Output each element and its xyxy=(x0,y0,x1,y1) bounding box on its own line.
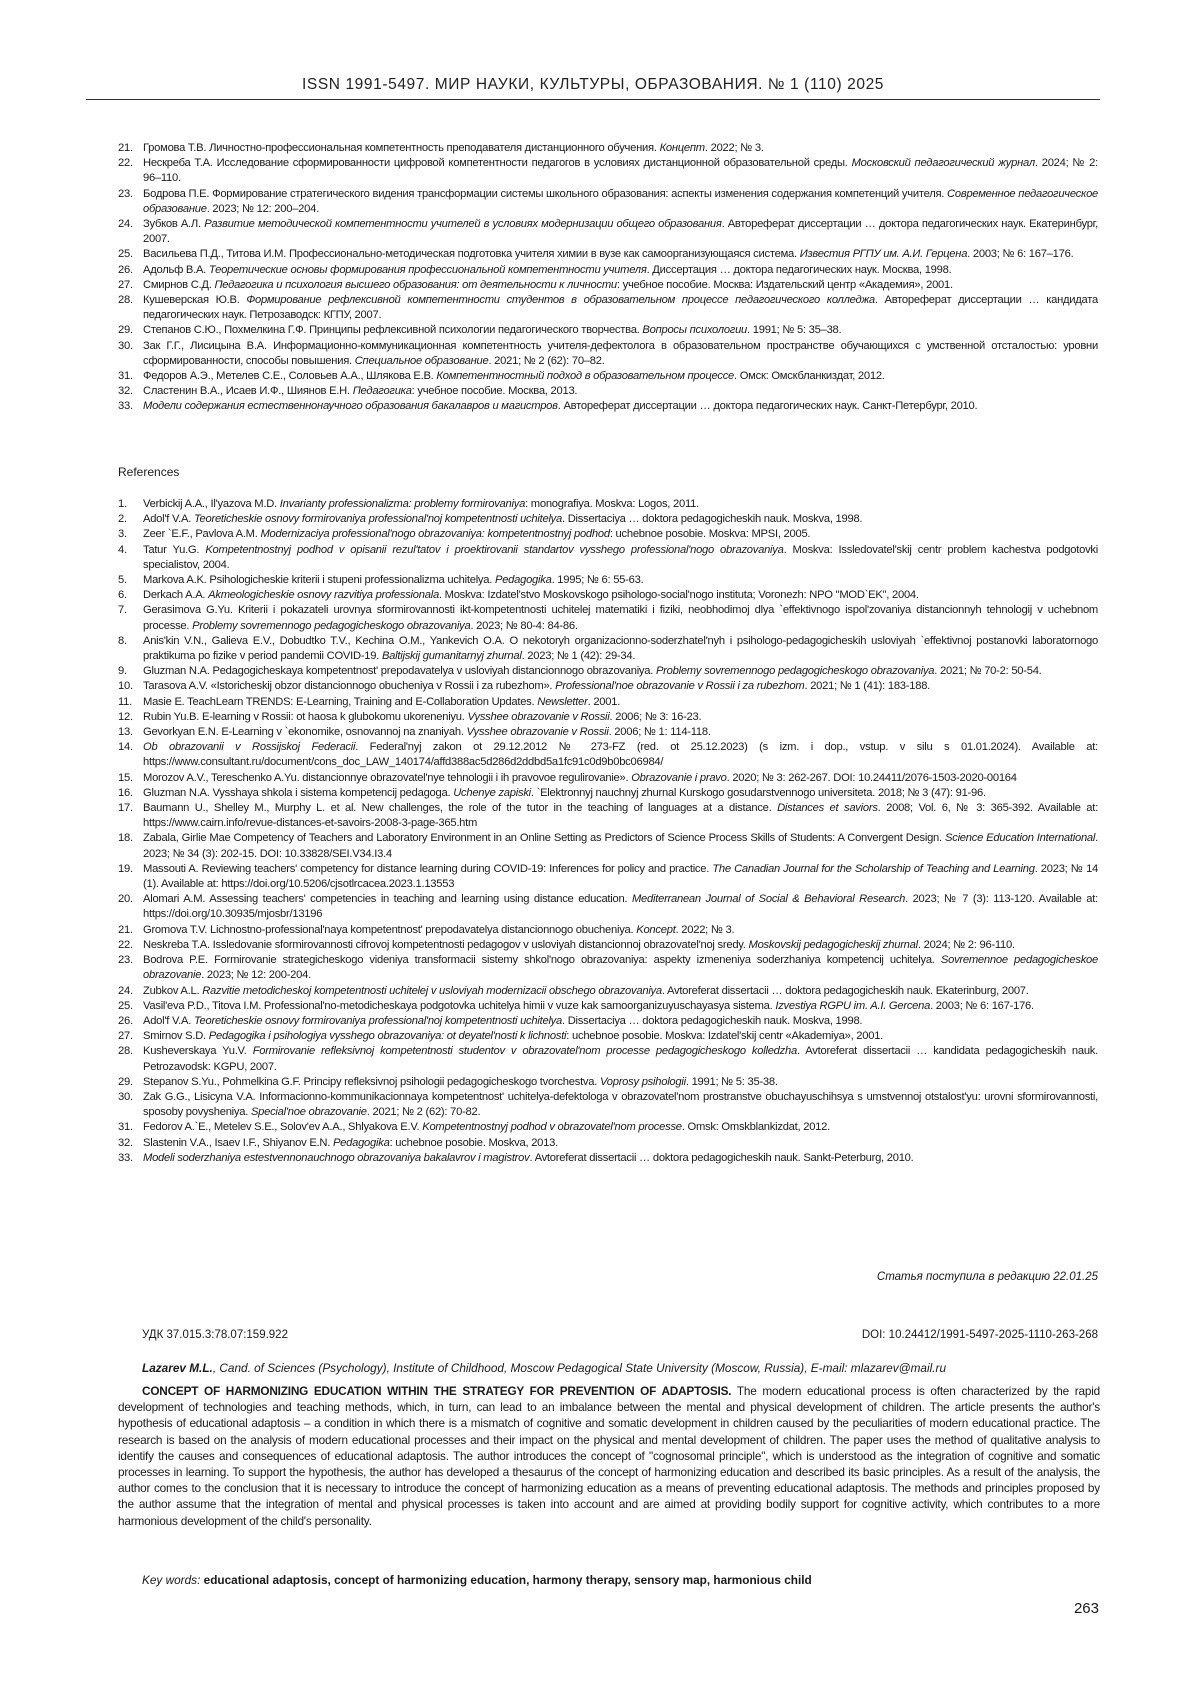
reference-number: 7. xyxy=(118,604,127,617)
reference-source: Koncept xyxy=(636,923,676,936)
reference-text: Gluzman N.A. Pedagogicheskaya kompetentnost' prepodavatelya v usloviyah distancionnogo obrazovaniya. xyxy=(143,665,656,678)
reference-number: 9. xyxy=(118,665,127,678)
reference-item xyxy=(118,527,1098,542)
reference-source: Teoreticheskie osnovy formirovaniya professional'noj kompetentnosti uchitelya xyxy=(193,1014,562,1027)
reference-item xyxy=(118,1029,1098,1044)
reference-number: 33. xyxy=(118,400,133,413)
reference-text: Rubin Yu.B. E-learning v Rossii: ot haosa k glubokomu ukoreneniyu. xyxy=(143,710,468,723)
reference-number: 32. xyxy=(118,385,133,398)
reference-text: Gerasimova G.Yu. Kriterii i pokazateli urovnya sformirovannosti ikt-kompetentnosti uchitelej matematiki i fiziki, neobhodimoj dlya `effektivnogo ispol'zovaniya distancionnyh tehnologij v uchebnom processe. xyxy=(143,604,1098,632)
reference-item xyxy=(118,278,1098,293)
reference-source: Теоретические основы формирования профессиональной компетентности учителя xyxy=(208,263,647,276)
reference-item xyxy=(118,801,1098,831)
reference-text: . 2024; № 2: 96–110. xyxy=(143,157,1099,185)
reference-number: 28. xyxy=(118,1045,133,1058)
reference-item xyxy=(118,512,1098,527)
reference-item xyxy=(118,1136,1098,1151)
reference-item xyxy=(118,247,1098,262)
reference-number: 2. xyxy=(118,513,127,526)
reference-text: . 2020; № 3: 262-267. DOI: 10.24411/2076-1503-2020-00164 xyxy=(726,771,1017,784)
reference-source: Modeli soderzhaniya estestvennonauchnogo obrazovaniya bakalavrov i magistrov xyxy=(143,1151,530,1164)
reference-number: 23. xyxy=(118,187,133,200)
reference-item xyxy=(118,999,1098,1014)
reference-item xyxy=(118,497,1098,512)
reference-text: Bodrova P.E. Formirovanie strategicheskogo videniya transformacii sistemy shkol'nogo obrazovaniya: aspekty izmeneniya soderzhaniya kompetencij uchitelya. xyxy=(143,954,941,967)
reference-text: Васильева П.Д., Титова И.М. Профессионально-методическая подготовка учителя химии в вузе как самоорганизующаяся система. xyxy=(143,248,800,261)
reference-source: Problemy sovremennogo pedagogicheskogo obrazovaniya xyxy=(192,619,471,632)
reference-number: 21. xyxy=(118,923,133,936)
reference-text: Masie E. TeachLearn TRENDS: E-Learning, Training and E-Collaboration Updates. xyxy=(143,695,538,708)
reference-number: 18. xyxy=(118,832,133,845)
page-number: 263 xyxy=(1073,1600,1099,1617)
reference-source: Специальное образование xyxy=(354,354,489,367)
reference-number: 27. xyxy=(118,278,133,291)
reference-source: Развитие методической компетентности учителей в условиях модернизации общего образования xyxy=(204,218,722,231)
reference-text: Адольф В.А. xyxy=(143,263,209,276)
reference-source: Известия РГПУ им. А.И. Герцена xyxy=(799,248,968,261)
reference-item xyxy=(118,710,1098,725)
reference-text: . Avtoreferat dissertacii … kandidata pedagogicheskih nauk. Petrozavodsk: KGPU, 2007. xyxy=(143,1045,1098,1073)
reference-source: Akmeologicheskie osnovy razvitiya professionala xyxy=(208,589,439,602)
reference-item xyxy=(118,588,1098,603)
reference-text: . Avtoreferat dissertacii … doktora pedagogicheskih nauk. Sankt-Peterburg, 2010. xyxy=(529,1151,914,1164)
author-line xyxy=(142,1361,1100,1375)
reference-number: 13. xyxy=(118,726,133,739)
reference-source: Формирование рефлексивной компетентности студентов в образовательном процессе педагогического колледжа xyxy=(246,294,875,307)
reference-number: 30. xyxy=(118,1090,133,1103)
reference-number: 20. xyxy=(118,893,133,906)
reference-source: Teoreticheskie osnovy formirovaniya professional'noj kompetentnosti uchitelya xyxy=(193,513,562,526)
reference-number: 24. xyxy=(118,218,133,231)
reference-text: Gevorkyan E.N. E-Learning v `ekonomike, osnovannoj na znaniyah. xyxy=(143,726,467,739)
reference-item xyxy=(118,786,1098,801)
reference-text: Slastenin V.A., Isaev I.F., Shiyanov E.N. xyxy=(143,1136,333,1149)
reference-text: Massouti A. Reviewing teachers' competency for distance learning during COVID-19: Inferences for policy and practice. xyxy=(143,862,713,875)
reference-source: Baltijskij gumanitarnyj zhurnal xyxy=(381,650,522,663)
reference-item xyxy=(118,892,1098,922)
reference-item xyxy=(118,1014,1098,1029)
reference-text: . Dissertaciya … doktora pedagogicheskih nauk. Moskva, 1998. xyxy=(562,1014,863,1027)
reference-number: 1. xyxy=(118,498,127,510)
reference-text: : uchebnoe posobie. Moskva: Izdatel'skij centr «Akademiya», 2001. xyxy=(566,1030,884,1043)
reference-source: Педагогика и психология высшего образования: от деятельности к личности xyxy=(214,278,617,291)
keywords-label: Key words: xyxy=(142,1573,201,1587)
keywords-value: educational adaptosis, concept of harmonizing education, harmony therapy, sensory map, harmonious child xyxy=(200,1573,812,1587)
reference-text: . 2006; № 1: 114-118. xyxy=(608,726,711,739)
reference-item xyxy=(118,263,1098,278)
reference-number: 25. xyxy=(118,248,133,261)
reference-source: The Canadian Journal for the Scholarship of Teaching and Learning xyxy=(712,862,1035,875)
reference-item xyxy=(118,740,1098,770)
reference-text: Morozov A.V., Tereschenko A.Yu. distancionnye obrazovatel'nye tehnologii i ih pravovoe regulirovanie». xyxy=(143,771,632,784)
reference-source: Vysshee obrazovanie v Rossii xyxy=(466,726,609,739)
reference-number: 31. xyxy=(118,1121,133,1134)
reference-text: Кушеверская Ю.В. xyxy=(143,294,247,307)
reference-item xyxy=(118,369,1098,384)
reference-number: 27. xyxy=(118,1030,133,1043)
reference-source: Kompetentnostnyj podhod v opisanii rezul'tatov i proektirovanii standartov vysshego professional'nogo obrazovaniya xyxy=(205,543,784,556)
reference-item xyxy=(118,695,1098,710)
reference-text: Сластенин В.А., Исаев И.Ф., Шиянов Е.Н. xyxy=(143,385,353,398)
reference-text: Бодрова П.Е. Формирование стратегического видения трансформации системы школьного образования: аспекты изменения содержания компетенций учителя. xyxy=(143,187,948,200)
reference-source: Вопросы психологии xyxy=(642,324,748,337)
reference-number: 31. xyxy=(118,370,133,383)
reference-number: 17. xyxy=(118,802,133,815)
reference-text: . Federal'nyj zakon ot 29.12.2012 № 273-FZ (red. ot 25.12.2023) (s izm. i dop., vstup. v silu s 01.01.2024). Available at: https://www.consultant.ru/document/cons_doc_LAW_140174/affd388ac5d286d2ddbd5a1fc91c0d9b0bc06984/ xyxy=(143,741,1098,769)
reference-text: . 2021; № 2 (62): 70–82. xyxy=(488,354,605,367)
reference-number: 30. xyxy=(118,339,133,352)
reference-text: . 2022; № 3. xyxy=(704,142,764,154)
reference-source: Sovremennoe pedagogicheskoe obrazovanie xyxy=(143,954,1098,982)
reference-text: Смирнов С.Д. xyxy=(143,278,215,291)
reference-text: Tatur Yu.G. xyxy=(143,543,206,556)
reference-number: 5. xyxy=(118,574,127,587)
reference-item xyxy=(118,323,1098,338)
udk-code: УДК 37.015.3:78.07:159.922 xyxy=(142,1329,288,1341)
reference-item xyxy=(118,217,1098,247)
reference-source: Mediterranean Journal of Social & Behavioral Research xyxy=(631,893,906,906)
reference-item xyxy=(118,1044,1098,1074)
reference-text: . 1991; № 5: 35–38. xyxy=(747,324,842,337)
reference-text: : uchebnoe posobie. Moskva, 2013. xyxy=(389,1136,558,1149)
reference-source: Pedagogika xyxy=(332,1136,390,1149)
reference-item xyxy=(118,339,1098,369)
reference-number: 3. xyxy=(118,528,127,541)
reference-text: . 2022; № 3. xyxy=(675,923,735,936)
reference-source: Uchenye zapiski xyxy=(453,786,531,799)
reference-text: . Moskva: Issledovatel'skij centr problem kachestva podgotovki specialistov, 2004. xyxy=(143,543,1098,571)
reference-number: 25. xyxy=(118,999,133,1012)
reference-text: . 2024; № 2: 96-110. xyxy=(917,938,1015,951)
reference-text: Федоров А.Э., Метелев С.Е., Соловьев А.А., Шлякова Е.В. xyxy=(143,370,437,383)
english-reference-list xyxy=(118,497,1098,1166)
reference-number: 22. xyxy=(118,938,133,951)
reference-number: 8. xyxy=(118,634,127,647)
reference-text: . `Elektronnyj nauchnyj zhurnal Kurskogo gosudarstvennogo universiteta. 2018; № 3 (47): 91-96. xyxy=(530,786,986,799)
reference-text: . 2021; № 1 (41): 183-188. xyxy=(804,680,931,693)
reference-text: . 2023; № 14 (1). Available at: https://doi.org/10.5206/cjsotlrcacea.2023.1.13553 xyxy=(143,862,1099,891)
reference-source: Formirovanie refleksivnoj kompetentnosti studentov v obrazovatel'nom processe pedagogicheskogo kolledzha xyxy=(252,1045,797,1058)
reference-text: : monografiya. Moskva: Logos, 2011. xyxy=(525,498,699,510)
reference-text: . Автореферат диссертации … кандидата педагогических наук. Петрозаводск: КГПУ, 2007. xyxy=(143,294,1098,322)
reference-text: . 2003; № 6: 167–176. xyxy=(967,248,1074,261)
reference-number: 22. xyxy=(118,157,133,170)
reference-text: Zeer `E.F., Pavlova A.M. xyxy=(143,528,261,541)
reference-text: Adol'f V.A. xyxy=(143,513,194,526)
reference-text: Neskreba T.A. Issledovanie sformirovannosti cifrovoj kompetentnosti pedagogov v usloviyah distancionnoj obrazovatel'noj sredy. xyxy=(143,938,749,951)
reference-item xyxy=(118,725,1098,740)
reference-source: Moskovskij pedagogicheskij zhurnal xyxy=(748,938,918,951)
reference-source: Ob obrazovanii v Rossijskoj Federacii xyxy=(143,741,356,754)
reference-number: 19. xyxy=(118,862,133,875)
reference-text: Anis'kin V.N., Galieva E.V., Dobudtko T.V., Kechina O.M., Yankevich O.A. O nekotoryh organizacionno-soderzhatel'nyh i psihologo-pedagogicheskih usloviyah `effektivnoj postanovki laboratornogo praktikuma po fizike v period pandemii COVID-19. xyxy=(143,634,1098,663)
reference-number: 26. xyxy=(118,263,133,276)
reference-item xyxy=(118,156,1098,186)
reference-number: 6. xyxy=(118,589,127,602)
reference-text: . Автореферат диссертации … доктора педагогических наук. Екатеринбург, 2007. xyxy=(143,218,1098,246)
reference-text: . Omsk: Omskblankizdat, 2012. xyxy=(681,1121,830,1134)
reference-text: : uchebnoe posobie. Moskva: MPSI, 2005. xyxy=(609,528,811,541)
reference-text: Stepanov S.Yu., Pohmelkina G.F. Principy refleksivnoj psihologii pedagogicheskogo tvorchestva. xyxy=(143,1075,600,1088)
reference-item xyxy=(118,984,1098,999)
reference-text: . 2021; № 70-2: 50-54. xyxy=(934,665,1042,678)
reference-text: . 2021; № 2 (62): 70-82. xyxy=(366,1106,481,1119)
reference-source: Компетентностный подход в образовательном процессе xyxy=(436,370,735,383)
author-name: Lazarev M.L. xyxy=(142,1361,213,1375)
reference-item xyxy=(118,1151,1098,1166)
reference-text: . 2006; № 3: 16-23. xyxy=(609,710,702,723)
reference-text: . 2003; № 6: 167-176. xyxy=(930,999,1034,1012)
reference-item xyxy=(118,1120,1098,1135)
reference-item xyxy=(118,603,1098,633)
reference-text: . 1991; № 5: 35-38. xyxy=(685,1075,778,1088)
reference-text: Markova A.K. Psihologicheskie kriterii i stupeni professionalizma uchitelya. xyxy=(143,574,495,587)
reference-text: : учебное пособие. Москва, 2013. xyxy=(411,385,578,398)
reference-source: Московский педагогический журнал xyxy=(851,157,1035,170)
reference-source: Kompetentnostnyj podhod v obrazovatel'nom processe xyxy=(422,1121,682,1134)
reference-text: . Moskva: Izdatel'stvo Moskovskogo psihologo-social'nogo instituta; Voronezh: NPO "MOD`EK", 2004. xyxy=(438,589,919,602)
reference-item xyxy=(118,953,1098,983)
reference-text: Зак Г.Г., Лисицына В.А. Информационно-коммуникационная компетентность учителя-дефектолога в образовательном пространстве обучающихся с умственной отсталостью: уровни сформированности, способы повышения. xyxy=(143,339,1098,367)
reference-source: Razvitie metodicheskoj kompetentnosti uchitelej v usloviyah modernizacii obschego obrazovaniya xyxy=(202,984,662,997)
reference-number: 23. xyxy=(118,954,133,967)
abstract xyxy=(118,1383,1100,1529)
reference-text: Зубков А.Л. xyxy=(143,218,205,231)
abstract-text: The modern educational process is often characterized by the rapid development of technologies and teaching methods, which, in turn, can lead to an imbalance between the mental and physical development of children. The article presents the author's hypothesis of educational adaptosis – a condition in which there is a mismatch of cognitive and somatic development in children caused by the peculiarities of modern educational practice. The research is based on the analysis of modern educational processes and their impact on the physical and mental development of children. The paper uses the method of qualitative analysis to identify the causes and consequences of educational adaptosis. The author introduces the concept of "cognosomal principle", which is understood as the integration of cognitive and somatic processes in learning. To support the hypothesis, the author has developed a thesaurus of the concept of harmonizing education and described its basic principles. As a result of the analysis, the author comes to the conclusion that it is necessary to introduce the concept of harmonizing education as a means of preventing educational adaptosis. The methods and principles proposed by the author assume that the integration of mental and physical processes is taken into account and are aimed at providing bodily support for cognitive activity, which contributes to a more harmonious development of the child's personality. xyxy=(118,1384,1100,1528)
reference-number: 4. xyxy=(118,543,127,556)
reference-number: 14. xyxy=(118,741,133,754)
reference-item xyxy=(118,573,1098,588)
reference-number: 15. xyxy=(118,771,133,784)
doi: DOI: 10.24412/1991-5497-2025-1110-263-268 xyxy=(861,1329,1098,1341)
reference-text: Gluzman N.A. Vysshaya shkola i sistema kompetencij pedagoga. xyxy=(143,786,454,799)
reference-text: Степанов С.Ю., Похмелкина Г.Ф. Принципы рефлексивной психологии педагогического творчества. xyxy=(143,324,643,337)
reference-text: . 2023; № 7 (3): 113-120. Available at: https://doi.org/10.30935/mjosbr/13196 xyxy=(143,893,1098,921)
journal-header: ISSN 1991-5497. МИР НАУКИ, КУЛЬТУРЫ, ОБРАЗОВАНИЯ. № 1 (110) 2025 xyxy=(301,76,885,93)
reference-text: Zabala, Girlie Mae Competency of Teachers and Laboratory Environment in an Online Setting as Predictors of Science Process Skills of Students: A Convergent Design. xyxy=(143,832,946,845)
reference-source: Pedagogika xyxy=(494,574,552,587)
reference-item xyxy=(118,831,1098,861)
russian-reference-list xyxy=(118,141,1098,415)
reference-source: Problemy sovremennogo pedagogicheskogo obrazovaniya xyxy=(655,665,935,678)
reference-source: Современное педагогическое образование xyxy=(143,187,1099,215)
reference-item xyxy=(118,923,1098,938)
reference-item xyxy=(118,679,1098,694)
reference-text: Derkach A.A. xyxy=(143,589,209,602)
reference-text: Громова Т.В. Личностно-профессиональная компетентность преподавателя дистанционного обучения. xyxy=(143,142,660,154)
reference-number: 26. xyxy=(118,1014,133,1027)
reference-source: Концепт xyxy=(659,142,705,154)
reference-item xyxy=(118,1090,1098,1120)
reference-text: . 2023; № 12: 200–204. xyxy=(206,202,319,215)
reference-number: 10. xyxy=(118,680,133,693)
reference-number: 24. xyxy=(118,984,133,997)
reference-text: Zubkov A.L. xyxy=(143,984,203,997)
reference-source: Special'noe obrazovanie xyxy=(250,1106,367,1119)
keywords xyxy=(142,1573,812,1587)
reference-source: Модели содержания естественнонаучного образования бакалавров и магистров xyxy=(143,400,558,413)
reference-item xyxy=(118,187,1098,217)
reference-text: . Диссертация … доктора педагогических наук. Москва, 1998. xyxy=(646,263,952,276)
reference-item xyxy=(118,771,1098,786)
reference-text: Gromova T.V. Lichnostno-professional'naya kompetentnost' prepodavatelya distancionnogo obucheniya. xyxy=(143,923,637,936)
reference-text: Kusheverskaya Yu.V. xyxy=(143,1045,253,1058)
reference-source: Modernizaciya professional'nogo obrazovaniya: kompetentnostnyj podhod xyxy=(260,528,610,541)
reference-text: Verbickij A.A., Il'yazova M.D. xyxy=(143,498,280,510)
reference-text: . 2001. xyxy=(587,695,621,708)
reference-item xyxy=(118,862,1098,892)
reference-source: Izvestiya RGPU im. A.I. Gercena xyxy=(775,999,931,1012)
reference-number: 29. xyxy=(118,324,133,337)
reference-number: 33. xyxy=(118,1151,133,1164)
reference-text: . 2023; № 12: 200-204. xyxy=(201,969,311,982)
reference-text: . Омск: Омскбланкиздат, 2012. xyxy=(734,370,885,383)
reference-source: Voprosy psihologii xyxy=(599,1075,686,1088)
reference-item xyxy=(118,664,1098,679)
reference-text: . 2023; № 1 (42): 29-34. xyxy=(521,650,636,663)
reference-text: : учебное пособие. Москва: Издательский центр «Академия», 2001. xyxy=(616,278,953,291)
reference-source: Newsletter xyxy=(537,695,588,708)
reference-text: . 2023; № 80-4: 84-86. xyxy=(470,619,578,632)
reference-text: Adol'f V.A. xyxy=(143,1014,194,1027)
reference-source: Pedagogika i psihologiya vysshego obrazovaniya: ot deyatel'nosti k lichnosti xyxy=(208,1030,567,1043)
reference-text: . 2008; Vol. 6, № 3: 365-392. Available at: https://www.cairn.info/revue-distances-et-savoirs-2008-3-page-365.htm xyxy=(143,802,1098,830)
reference-number: 32. xyxy=(118,1136,133,1149)
reference-item xyxy=(118,634,1098,664)
references-heading: References xyxy=(118,465,180,479)
reference-number: 29. xyxy=(118,1075,133,1088)
reference-text: . 2023; № 34 (3): 202-15. DOI: 10.33828/SEI.V34.I3.4 xyxy=(143,832,1098,860)
reference-number: 16. xyxy=(118,786,133,799)
reference-text: . Dissertaciya … doktora pedagogicheskih nauk. Moskva, 1998. xyxy=(562,513,863,526)
reference-source: Distances et saviors xyxy=(777,802,878,815)
reference-item xyxy=(118,543,1098,573)
reference-item xyxy=(118,399,1098,414)
reference-number: 21. xyxy=(118,142,133,154)
reference-item xyxy=(118,938,1098,953)
reference-text: Нескреба Т.А. Исследование сформированности цифровой компетентности педагогов в условиях дистанционной образовательной среды. xyxy=(143,157,852,170)
reference-source: Педагогика xyxy=(352,385,412,398)
reference-text: . Avtoreferat dissertacii … doktora pedagogicheskih nauk. Ekaterinburg, 2007. xyxy=(661,984,1029,997)
article-title: CONCEPT OF HARMONIZING EDUCATION WITHIN THE STRATEGY FOR PREVENTION OF ADAPTOSIS. xyxy=(142,1384,732,1398)
reference-text: Alomari A.M. Assessing teachers' competencies in teaching and learning using distance education. xyxy=(143,893,632,906)
reference-text: Zak G.G., Lisicyna V.A. Informacionno-kommunikacionnaya kompetentnost' uchitelya-defektologa v obrazovatel'nom prostranstve obuchayuschihsya s umstvennoj otstalost'yu: urovni sformirovannosti, sposoby povysheniya. xyxy=(143,1090,1098,1119)
reference-source: Science Education International xyxy=(945,832,1096,845)
reference-number: 11. xyxy=(118,695,132,708)
reference-text: Fedorov A.`E., Metelev S.E., Solov'ev A.A., Shlyakova E.V. xyxy=(143,1121,423,1134)
received-date: Статья поступила в редакцию 22.01.25 xyxy=(876,1271,1098,1283)
reference-text: Smirnov S.D. xyxy=(143,1030,209,1043)
reference-text: . 1995; № 6: 55-63. xyxy=(551,574,644,587)
reference-item xyxy=(118,384,1098,399)
reference-text: Tarasova A.V. «Istoricheskij obzor distancionnogo obucheniya v Rossii i za rubezhom». xyxy=(143,680,556,693)
reference-item xyxy=(118,293,1098,323)
header-rule xyxy=(86,99,1100,100)
reference-source: Invarianty professionalizma: problemy formirovaniya xyxy=(279,498,526,510)
reference-number: 28. xyxy=(118,294,133,307)
reference-number: 12. xyxy=(118,710,133,723)
reference-item xyxy=(118,141,1098,156)
reference-source: Professional'noe obrazovanie v Rossii i za rubezhom xyxy=(555,680,805,693)
reference-text: Baumann U., Shelley M., Murphy L. et al. New challenges, the role of the tutor in the teaching of languages at a distance. xyxy=(143,802,778,815)
reference-item xyxy=(118,1075,1098,1090)
author-affiliation: , Cand. of Sciences (Psychology), Institute of Childhood, Moscow Pedagogical State University (Moscow, Russia), E-mail: mlazarev@mail.ru xyxy=(212,1361,946,1375)
reference-text: . Автореферат диссертации … доктора педагогических наук. Санкт-Петербург, 2010. xyxy=(557,400,978,413)
reference-source: Vysshee obrazovanie v Rossii xyxy=(467,710,610,723)
reference-text: Vasil'eva P.D., Titova I.M. Professional'no-metodicheskaya podgotovka uchitelya himii v vuze kak samoorganizuyuschayasya sistema. xyxy=(143,999,776,1012)
reference-source: Obrazovanie i pravo xyxy=(631,771,727,784)
